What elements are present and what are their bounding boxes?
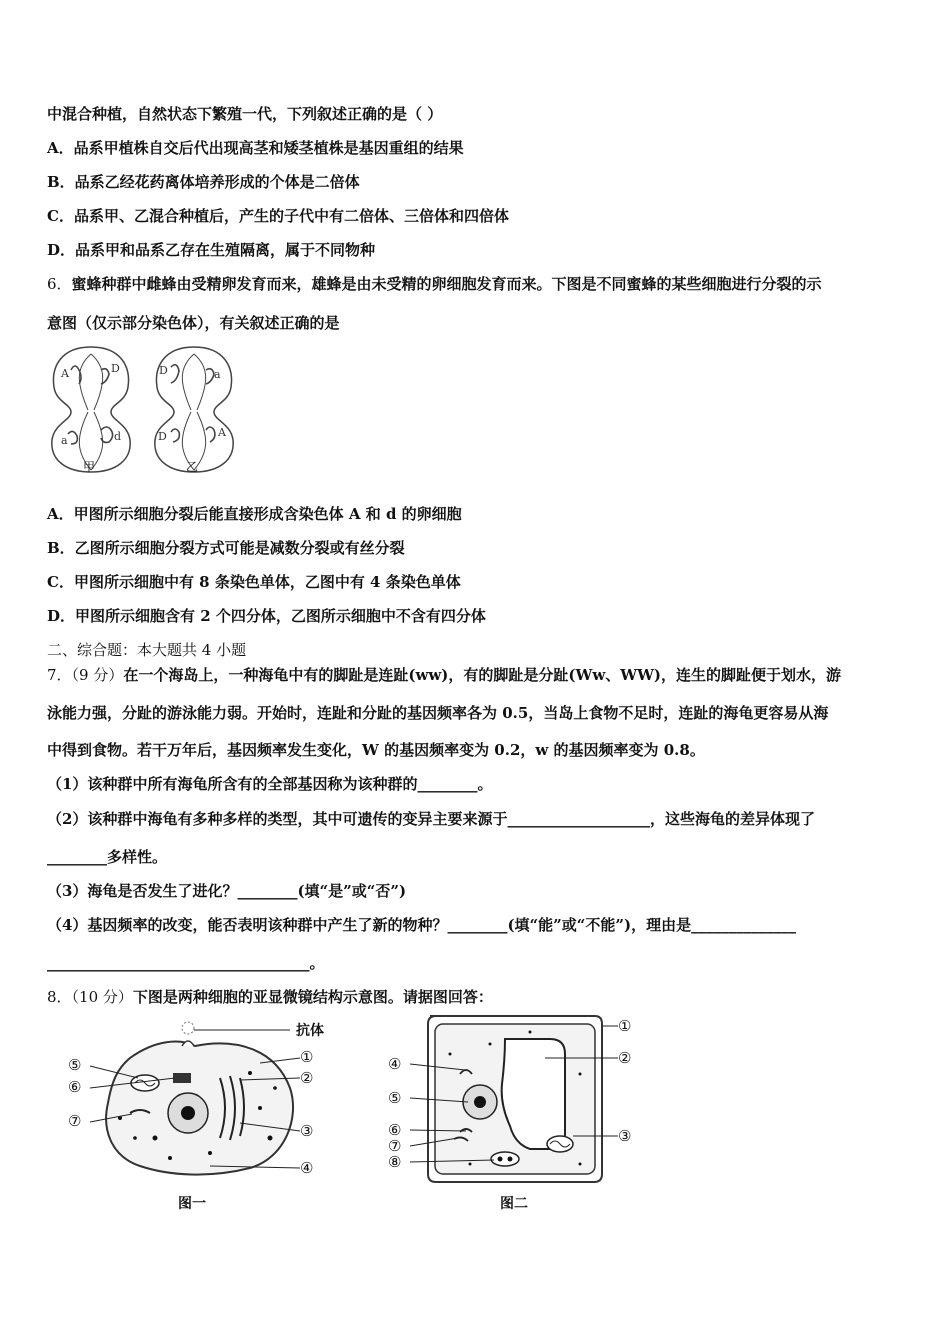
fig2-label-5: ⑤: [388, 1089, 402, 1107]
q8-score: （10 分）: [71, 988, 133, 1006]
mitochondrion: [491, 1152, 519, 1166]
q6-option-a: A．甲图所示细胞分裂后能直接形成含染色体 A 和 d 的卵细胞: [47, 505, 462, 523]
fig1-label-7: ⑦: [68, 1112, 82, 1130]
q8-stem: [47, 986, 493, 1007]
q5-option-d: D．品系甲和品系乙存在生殖隔离，属于不同物种: [47, 241, 376, 259]
fig2-label-1: ①: [618, 1017, 632, 1035]
fig1-label-5: ⑤: [68, 1056, 82, 1074]
figure1-animal-cell: [60, 1018, 340, 1188]
q6-stem-text: 蜜蜂种群中雌蜂由受精卵发育而来，雄蜂是由未受精的卵细胞发育而来。下图是不同蜜蜂的某些细胞进行分裂的示: [71, 275, 822, 293]
antibody-label: 抗体: [296, 1023, 324, 1039]
q5-option-c: C．品系甲、乙混合种植后，产生的子代中有二倍体、三倍体和四倍体: [47, 207, 509, 225]
figure-label-jia: 甲: [83, 460, 96, 474]
fig1-label-3: ③: [300, 1122, 314, 1140]
q7-sub3: （3）海龟是否发生了进化？________(填“是”或“否”): [47, 882, 407, 900]
q6-number: 6．: [47, 275, 72, 293]
fig2-label-4: ④: [388, 1055, 402, 1073]
q7-number: 7．: [47, 666, 72, 684]
q6-figure: [46, 342, 246, 482]
q6-stem-line2: 意图（仅示部分染色体），有关叙述正确的是: [47, 314, 340, 332]
animal-cell-diagram: [60, 1018, 340, 1188]
chrom-label: D: [111, 362, 120, 375]
q6-stem-line1: [47, 273, 822, 294]
chrom-label: D: [158, 430, 167, 443]
fig1-label-1: ①: [300, 1048, 314, 1066]
figure2-plant-cell: [380, 1014, 640, 1184]
q7-sub2-line2: ________多样性。: [47, 848, 168, 866]
chrom-label: a: [61, 434, 68, 447]
q7-stem-text: 在一个海岛上，一种海龟中有的脚趾是连趾(ww)，有的脚趾是分趾(Ww、WW)，连生的脚趾便于划水，游: [123, 666, 842, 684]
q8-number: 8．: [47, 988, 72, 1006]
q5-option-a: A．品系甲植株自交后代出现高茎和矮茎植株是基因重组的结果: [47, 139, 464, 157]
q6-option-d: D．甲图所示细胞含有 2 个四分体，乙图所示细胞中不含有四分体: [47, 607, 486, 625]
fig2-label-7: ⑦: [388, 1137, 402, 1155]
section-title: 二、综合题：本大题共 4 小题: [47, 641, 247, 659]
q7-stem-line1: [47, 664, 841, 685]
q5-option-b: B．品系乙经花药离体培养形成的个体是二倍体: [47, 173, 360, 191]
q7-stem-line3: 中得到食物。若干万年后，基因频率发生变化，W 的基因频率变为 0.2，w 的基因频率变为 0.8。: [47, 741, 705, 759]
q6-option-b: B．乙图所示细胞分裂方式可能是减数分裂或有丝分裂: [47, 539, 405, 557]
q7-sub2-line1: （2）该种群中海龟有多种多样的类型，其中可遗传的变异主要来源于___________________，这些海龟的差异体现了: [47, 810, 815, 828]
q6-option-c: C．甲图所示细胞中有 8 条染色单体，乙图中有 4 条染色单体: [47, 573, 461, 591]
chrom-label: A: [61, 367, 69, 380]
fig1-label-6: ⑥: [68, 1078, 82, 1096]
q8-stem-text: 下图是两种细胞的亚显微镜结构示意图。请据图回答：: [132, 988, 493, 1006]
fig2-label-6: ⑥: [388, 1121, 402, 1139]
cell-division-diagram: [46, 342, 246, 482]
q7-score: （9 分）: [71, 666, 124, 684]
q7-stem-line2: 泳能力强，分趾的游泳能力弱。开始时，连趾和分趾的基因频率各为 0.5，当岛上食物不足时，连趾的海龟更容易从海: [47, 704, 829, 722]
q7-sub4-line2: ___________________________________。: [47, 954, 325, 972]
chrom-label: A: [218, 426, 226, 439]
figure1-caption: 图一: [178, 1196, 206, 1212]
nucleolus: [181, 1106, 195, 1120]
chrom-label: D: [159, 364, 168, 377]
chrom-label: a: [214, 368, 221, 381]
q7-sub1: （1）该种群中所有海龟所含有的全部基因称为该种群的________。: [47, 775, 493, 793]
fig1-label-2: ②: [300, 1069, 314, 1087]
plant-cell-diagram: [380, 1014, 640, 1184]
chrom-label: d: [114, 430, 122, 443]
fig1-label-4: ④: [300, 1159, 314, 1177]
figure-label-yi: 乙: [186, 460, 199, 474]
fig2-label-2: ②: [618, 1049, 632, 1067]
figure2-caption: 图二: [500, 1196, 528, 1212]
fig2-label-8: ⑧: [388, 1153, 402, 1171]
fig2-label-3: ③: [618, 1127, 632, 1145]
q7-sub4-line1: （4）基因频率的改变，能否表明该种群中产生了新的物种？________(填“能”或“不能”)，理由是______________: [47, 916, 797, 934]
q5-stem-tail: 中混合种植，自然状态下繁殖一代，下列叙述正确的是（ ）: [47, 105, 443, 123]
